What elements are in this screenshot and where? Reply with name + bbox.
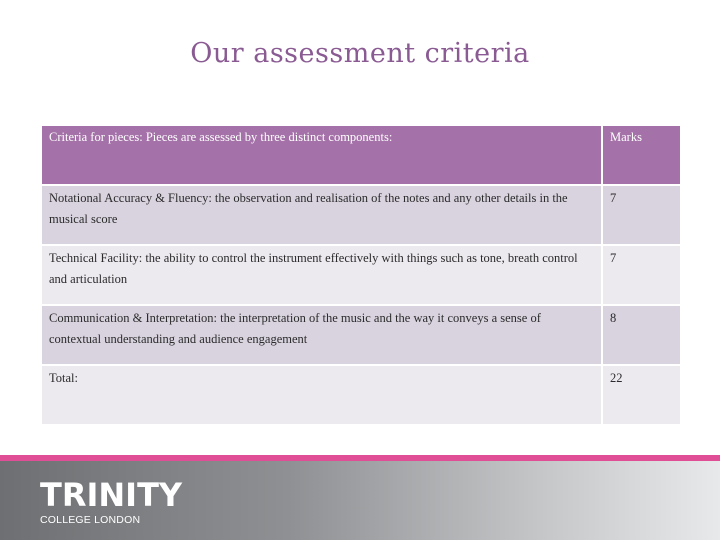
total-label-cell: Total: — [41, 365, 602, 425]
logo-wordmark: TRINITY — [40, 476, 183, 514]
total-marks-cell: 22 — [602, 365, 681, 425]
criteria-cell: Communication & Interpretation: the interpretation of the music and the way it conveys a sense of contextual understanding and audience engagement — [41, 305, 602, 365]
assessment-criteria-table — [40, 124, 682, 426]
trinity-college-london-logo — [40, 476, 190, 526]
marks-column-header: Marks — [602, 125, 681, 185]
table-row — [41, 245, 681, 305]
slide-title: Our assessment criteria — [190, 38, 530, 69]
criteria-cell: Technical Facility: the ability to control the instrument effectively with things such as tone, breath control and articulation — [41, 245, 602, 305]
table-row-total — [41, 365, 681, 425]
marks-cell: 7 — [602, 245, 681, 305]
marks-cell: 8 — [602, 305, 681, 365]
criteria-cell: Notational Accuracy & Fluency: the observation and realisation of the notes and any other details in the musical score — [41, 185, 602, 245]
table-row — [41, 305, 681, 365]
table-header-row — [41, 125, 681, 185]
marks-cell: 7 — [602, 185, 681, 245]
logo-subtitle: COLLEGE LONDON — [40, 514, 141, 526]
criteria-column-header: Criteria for pieces: Pieces are assessed by three distinct components: — [41, 125, 602, 185]
table-row — [41, 185, 681, 245]
